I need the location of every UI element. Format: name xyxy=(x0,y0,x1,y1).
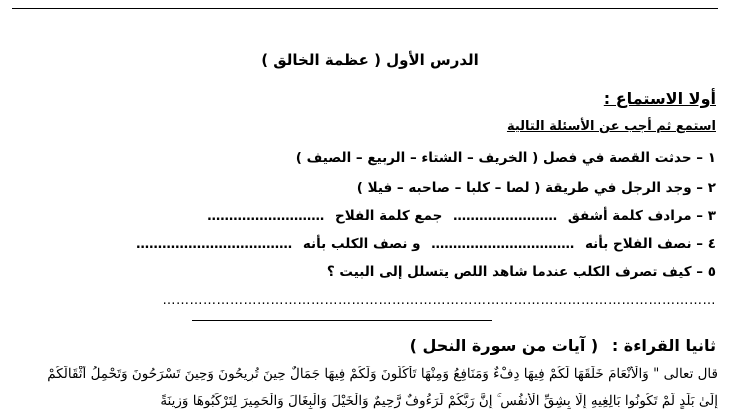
question-text: حدثت القصة في فصل ( الخريف – الشتاء – الربيع – الصيف ) xyxy=(295,150,692,166)
section-divider xyxy=(192,320,492,321)
question-number: ٢ – xyxy=(696,180,716,196)
question-1 xyxy=(296,150,716,166)
top-divider xyxy=(12,8,718,9)
question-2 xyxy=(357,180,716,196)
answer-line[interactable]: …………………………………………………………………………………………………………… xyxy=(162,293,716,308)
question-3 xyxy=(207,208,716,224)
verse-line-1: قال تعالى " وَالْأَنْعَامَ خَلَقَهَا لَكُمْ فِيهَا دِفْءٌ وَمَنَافِعُ وَمِنْهَا تَأْكُلُونَ وَلَكُمْ فِيهَا جَمَالٌ حِينَ تُرِيحُونَ وَحِينَ تَسْرَحُونَ وَتَحْمِلُ أَثْقَالَكُمْ xyxy=(47,366,718,382)
question-5 xyxy=(327,264,716,280)
question-number: ٥ – xyxy=(696,264,716,280)
reading-heading-label: ثانيا القراءة : xyxy=(611,336,716,355)
question-number: ١ – xyxy=(696,150,716,166)
verse-line-2: إِلَىٰ بَلَدٍ لَّمْ تَكُونُوا بَالِغِيهِ إِلَّا بِشِقِّ الْأَنفُسِ ۚ إِنَّ رَبَّكُمْ لَرَءُوفٌ رَّحِيمٌ وَالْخَيْلَ وَالْبِغَالَ وَالْحَمِيرَ لِتَرْكَبُوهَا وَزِينَةً xyxy=(160,393,718,409)
reading-heading xyxy=(410,336,716,355)
answer-blank[interactable]: ……………………………… xyxy=(136,237,293,252)
question-text: وجد الرجل في طريقة ( لصا – كلبا – صاحبه – فيلا ) xyxy=(356,180,692,196)
question-number: ٤ – xyxy=(696,236,716,252)
question-number: ٣ – xyxy=(696,208,716,224)
listening-instruction: استمع ثم أجب عن الأسئلة التالية xyxy=(506,119,716,134)
answer-blank[interactable]: ……………………… xyxy=(207,209,325,224)
question-text: كيف تصرف الكلب عندما شاهد اللص يتسلل إلى البيت ؟ xyxy=(326,264,692,280)
question-text: نصف الفلاح بأنه xyxy=(584,236,692,252)
question-text-2: جمع كلمة الفلاح xyxy=(335,208,443,224)
question-4 xyxy=(136,236,716,252)
answer-blank[interactable]: …………………… xyxy=(453,209,558,224)
question-text: مرادف كلمة أشفق xyxy=(567,208,692,224)
answer-blank[interactable]: …………………………… xyxy=(431,237,575,252)
lesson-title: الدرس الأول ( عظمة الخالق ) xyxy=(261,51,479,69)
reading-heading-title: ( آيات من سورة النحل ) xyxy=(409,336,599,355)
listening-heading: أولا الاستماع : xyxy=(603,89,716,108)
question-text-2: و نصف الكلب بأنه xyxy=(302,236,421,252)
